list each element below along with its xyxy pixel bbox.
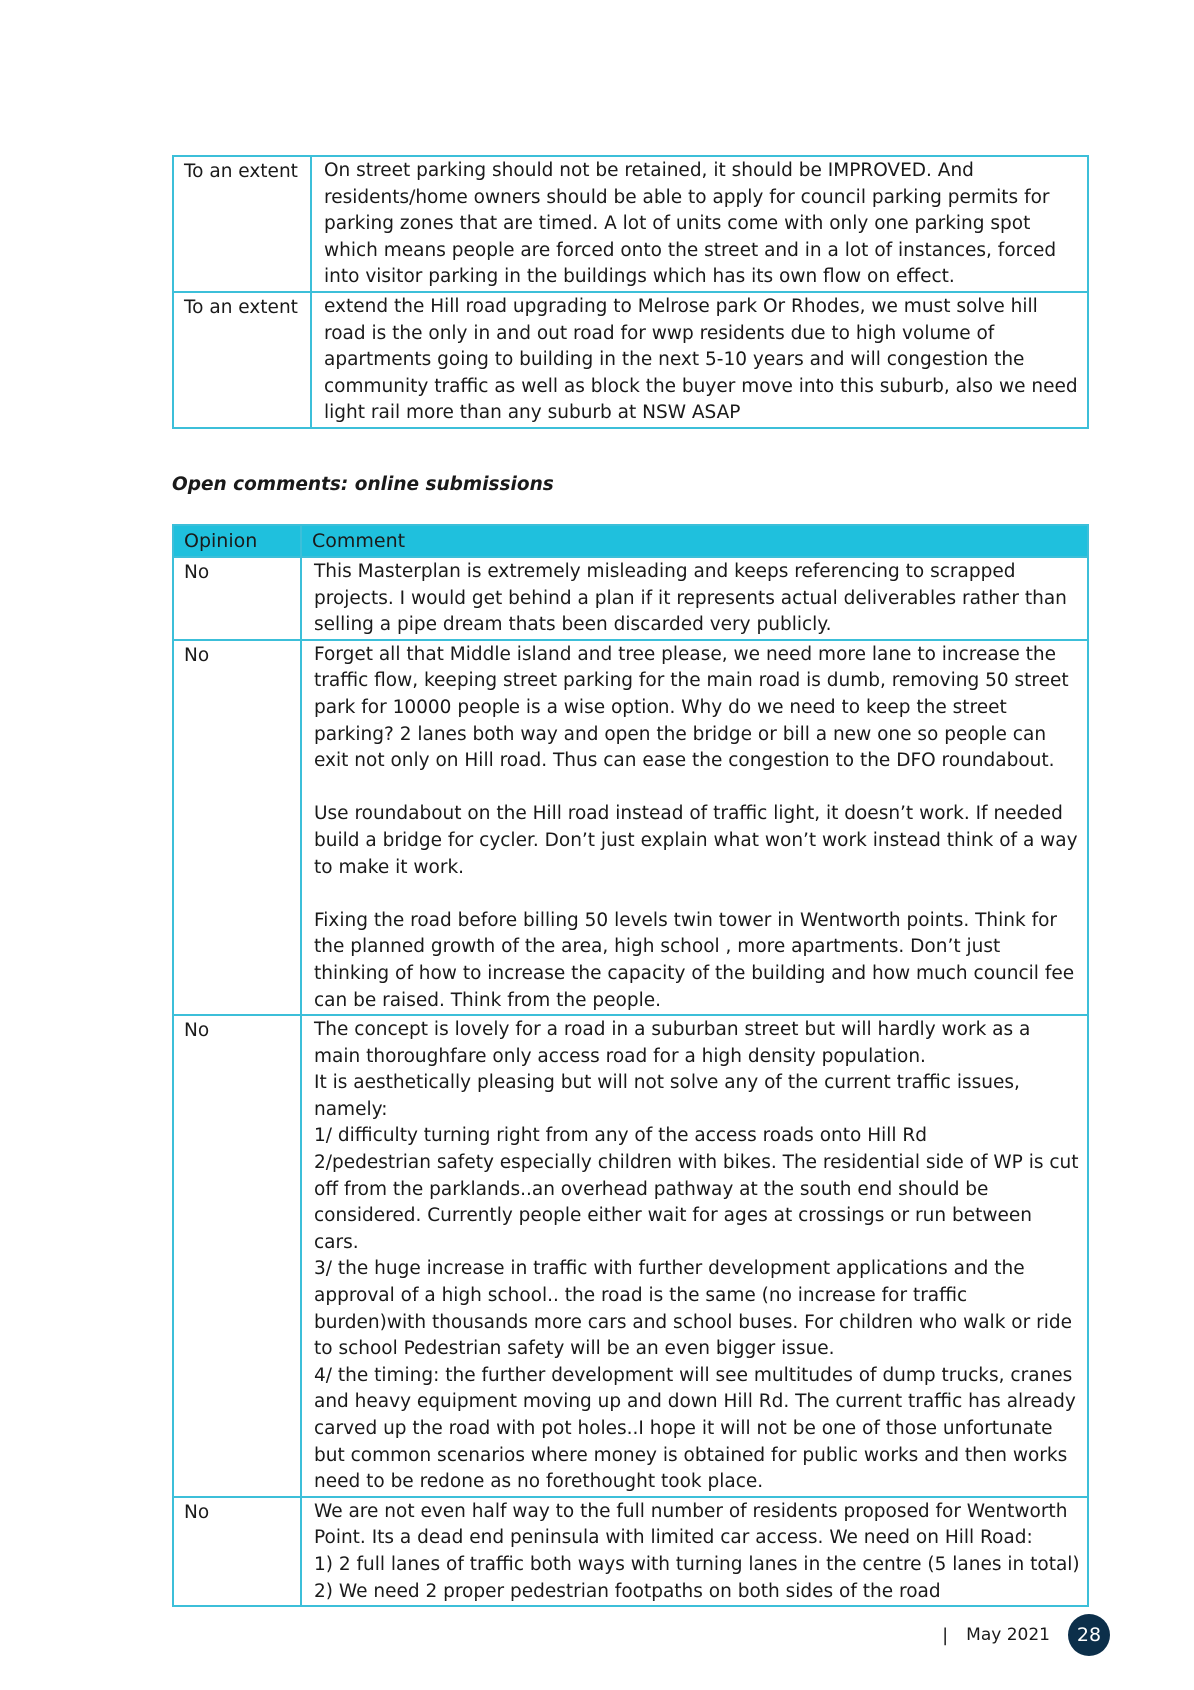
opinion-cell: No	[173, 1497, 301, 1606]
footer-date: May 2021	[966, 1625, 1050, 1645]
table-row	[173, 1015, 1088, 1497]
comment-cell: The concept is lovely for a road in a suburban street but will hardly work as a main thoroughfare only access road for a high density population. It is aesthetically pleasing but will not solve any of the current traffic issues, namely: 1/ difficulty turning right from any of the access roads onto Hill Rd 2/pedestrian safety especially children with bikes. The residential side of WP is cut off from the parklands..an overhead pathway at the south end should be considered. Currently people either wait for ages at crossings or run between cars. 3/ the huge increase in traffic with further development applications and the approval of a high school.. the road is the same (no increase for traffic burden)with thousands more cars and school buses. For children who walk or ride to school Pedestrian safety will be an even bigger issue. 4/ the timing: the further development will see multitudes of dump trucks, cranes and heavy equipment moving up and down Hill Rd. The current traffic has already carved up the road with pot holes..I hope it will not be one of those unfortunate but common scenarios where money is obtained for public works and then works need to be redone as no forethought took place.	[301, 1015, 1088, 1497]
opinion-cell: No	[173, 640, 301, 1015]
comment-cell: extend the Hill road upgrading to Melrose park Or Rhodes, we must solve hill road is the only in and out road for wwp residents due to high volume of apartments going to building in the next 5-10 years and will congestion the community traffic as well as block the buyer move into this suburb, also we need light rail more than any suburb at NSW ASAP	[311, 292, 1088, 428]
table-row	[173, 557, 1088, 640]
comment-cell: On street parking should not be retained, it should be IMPROVED. And residents/home owners should be able to apply for council parking permits for parking zones that are timed. A lot of units come with only one parking spot which means people are forced onto the street and in a lot of instances, forced into visitor parking in the buildings which has its own flow on effect.	[311, 156, 1088, 292]
online-submissions-table	[172, 524, 1089, 1607]
page-footer	[942, 1614, 1110, 1656]
section-heading: Open comments: online submissions	[172, 474, 554, 495]
table-header-row	[173, 525, 1088, 557]
opinion-cell: To an extent	[173, 292, 311, 428]
opinion-cell: To an extent	[173, 156, 311, 292]
table-row	[173, 292, 1088, 428]
opinion-cell: No	[173, 557, 301, 640]
comment-header: Comment	[301, 525, 1088, 557]
previous-comments-table	[172, 155, 1089, 429]
table-row	[173, 1497, 1088, 1606]
table-row	[173, 156, 1088, 292]
comment-cell: This Masterplan is extremely misleading and keeps referencing to scrapped projects. I would get behind a plan if it represents actual deliverables rather than selling a pipe dream thats been discarded very publicly.	[301, 557, 1088, 640]
comment-cell: Forget all that Middle island and tree please, we need more lane to increase the traffic flow, keeping street parking for the main road is dumb, removing 50 street park for 10000 people is a wise option. Why do we need to keep the street parking? 2 lanes both way and open the bridge or bill a new one so people can exit not only on Hill road. Thus can ease the congestion to the DFO roundabout. Use roundabout on the Hill road instead of traffic light, it doesn’t work. If needed build a bridge for cycler. Don’t just explain what won’t work instead think of a way to make it work. Fixing the road before billing 50 levels twin tower in Wentworth points. Think for the planned growth of the area, high school , more apartments. Don’t just thinking of how to increase the capacity of the building and how much council fee can be raised. Think from the people.	[301, 640, 1088, 1015]
comment-cell: We are not even half way to the full number of residents proposed for Wentworth Point. Its a dead end peninsula with limited car access. We need on Hill Road: 1) 2 full lanes of traffic both ways with turning lanes in the centre (5 lanes in total) 2) We need 2 proper pedestrian footpaths on both sides of the road	[301, 1497, 1088, 1606]
page-number-badge: 28	[1068, 1614, 1110, 1656]
footer-separator: |	[942, 1624, 949, 1646]
opinion-cell: No	[173, 1015, 301, 1497]
opinion-header: Opinion	[173, 525, 301, 557]
table-row	[173, 640, 1088, 1015]
